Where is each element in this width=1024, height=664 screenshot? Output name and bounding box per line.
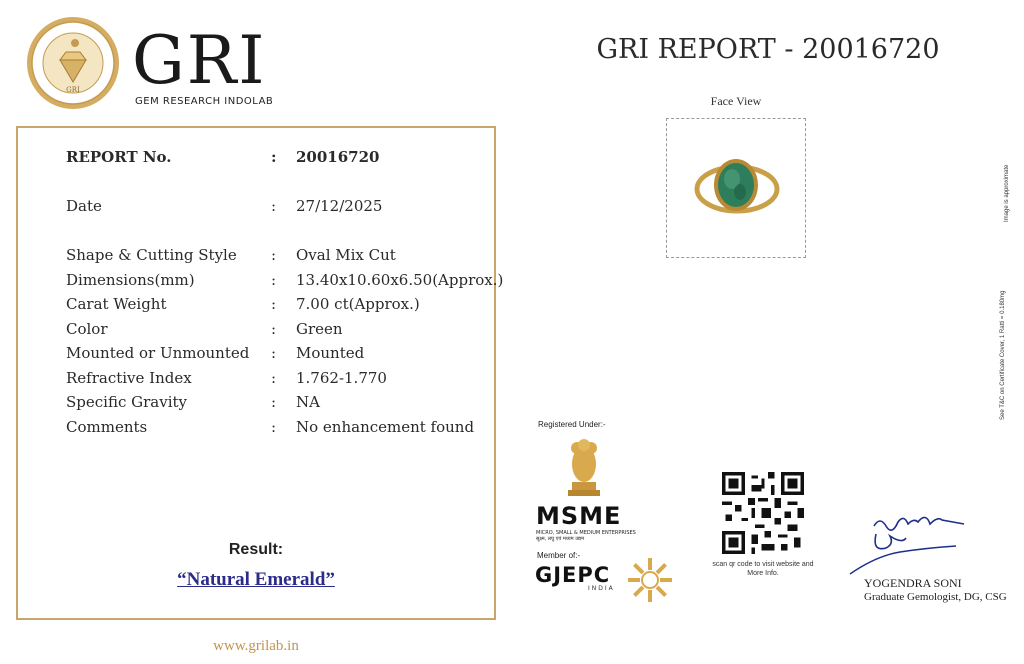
- signer-name: YOGENDRA SONI: [864, 576, 962, 590]
- msme-hindi: सूक्ष्म, लघु एवं मध्यम उद्यम: [536, 536, 585, 542]
- detail-label: Dimensions(mm): [66, 271, 195, 289]
- separator: :: [271, 271, 277, 289]
- detail-label: Carat Weight: [66, 295, 167, 313]
- msme-logo: [536, 504, 636, 542]
- separator: :: [271, 148, 277, 166]
- separator: :: [271, 344, 277, 362]
- brand-full-name: GEM RESEARCH INDOLAB: [135, 96, 274, 107]
- details-frame: [16, 126, 504, 620]
- report-no-value: 20016720: [296, 148, 380, 166]
- terms-note: See T&C on Certificate Cover, 1 Ratti = 0.180mg: [1000, 290, 1006, 420]
- qr-caption: scan qr code to visit website and More Info.: [712, 561, 814, 577]
- detail-value: 13.40x10.60x6.50(Approx.): [296, 271, 504, 289]
- separator: :: [271, 246, 277, 264]
- detail-label: Mounted or Unmounted: [66, 344, 250, 362]
- qr-code[interactable]: [722, 472, 804, 554]
- registered-under-label: Registered Under:-: [538, 420, 606, 429]
- gri-seal-logo: [26, 16, 120, 110]
- detail-value: No enhancement found: [296, 418, 475, 436]
- gjepc-country: INDIA: [588, 585, 615, 592]
- msme-word: MSME: [536, 502, 622, 530]
- detail-label: Specific Gravity: [66, 393, 187, 411]
- seal-center-text: GRI: [66, 86, 80, 94]
- msme-subtitle: MICRO, SMALL & MEDIUM ENTERPRISES: [536, 530, 636, 536]
- detail-value: NA: [296, 393, 320, 411]
- date-value: 27/12/2025: [296, 197, 383, 215]
- gjepc-logo-text: GJEPC: [535, 563, 611, 587]
- date-label: Date: [66, 197, 102, 215]
- emerald-ring-image: [667, 119, 805, 257]
- detail-value: Green: [296, 320, 343, 338]
- detail-value: 1.762-1.770: [296, 369, 387, 387]
- separator: :: [271, 418, 277, 436]
- member-of-label: Member of:-: [537, 551, 581, 560]
- brand-name: GRI: [132, 22, 267, 99]
- signature-image: [846, 508, 972, 580]
- separator: :: [271, 369, 277, 387]
- result-label: Result:: [228, 541, 284, 558]
- face-view-image: [666, 118, 806, 258]
- separator: :: [271, 320, 277, 338]
- image-approx-note: Image is approximate: [1004, 164, 1010, 222]
- report-no-label: REPORT No.: [66, 148, 172, 166]
- detail-label: Comments: [66, 418, 148, 436]
- detail-value: Mounted: [296, 344, 365, 362]
- result-value-wrap: [18, 569, 494, 591]
- detail-value: 7.00 ct(Approx.): [296, 295, 420, 313]
- brand-block: [132, 22, 274, 107]
- detail-value: Oval Mix Cut: [296, 246, 396, 264]
- report-title: GRI REPORT - 20016720: [596, 34, 940, 65]
- result-value: “Natural Emerald”: [177, 569, 335, 590]
- website-link[interactable]: www.grilab.in: [213, 638, 299, 654]
- national-emblem-icon: [562, 436, 606, 498]
- detail-label: Color: [66, 320, 108, 338]
- separator: :: [271, 197, 277, 215]
- face-view-label: Face View: [710, 94, 762, 108]
- gjepc-sunburst-icon: [626, 556, 674, 604]
- separator: :: [271, 295, 277, 313]
- separator: :: [271, 393, 277, 411]
- detail-label: Refractive Index: [66, 369, 192, 387]
- detail-label: Shape & Cutting Style: [66, 246, 237, 264]
- signer-title: Graduate Gemologist, DG, CSG: [864, 591, 1007, 603]
